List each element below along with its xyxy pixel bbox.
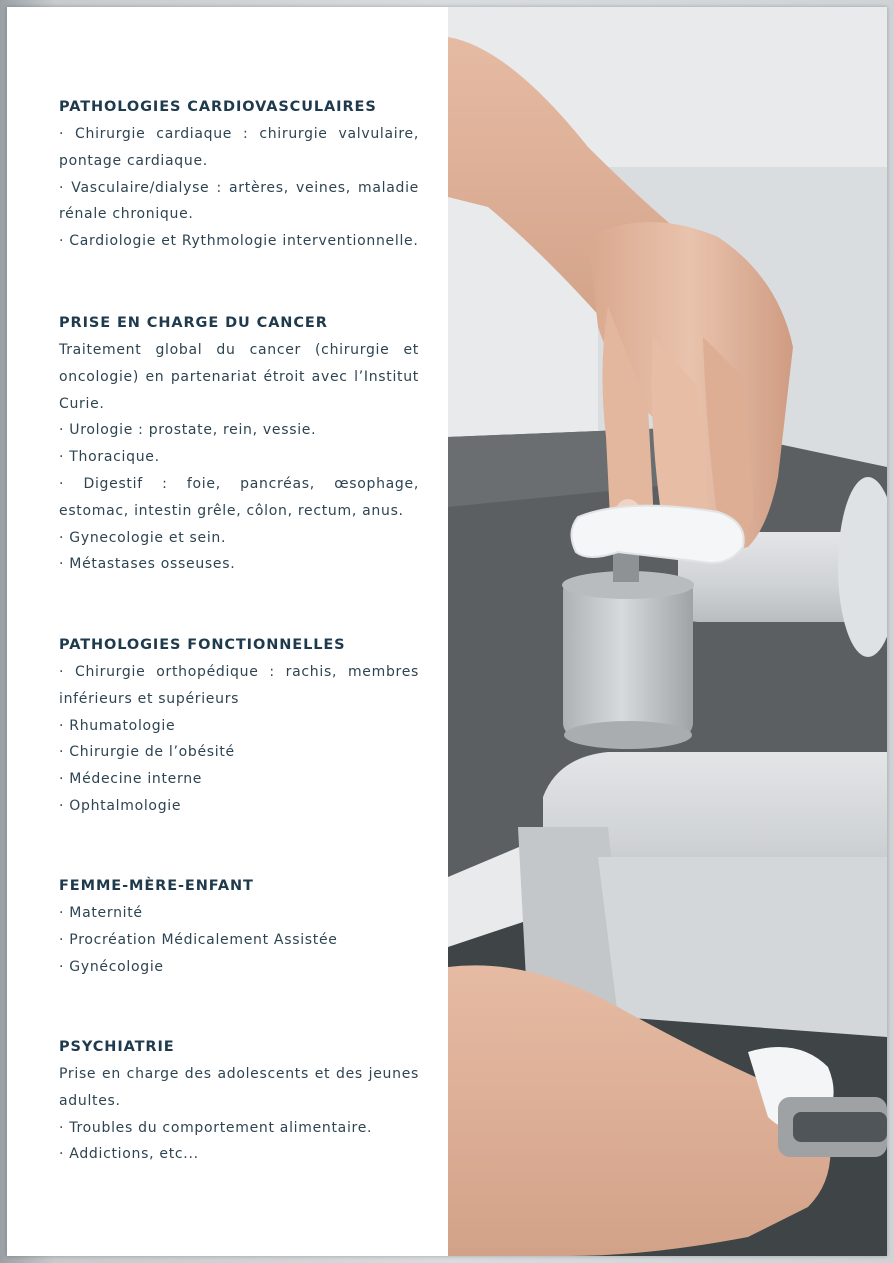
- list-item: · Digestif : foie, pancréas, œsophage, estomac, intestin grêle, côlon, rectum, anus.: [59, 475, 419, 519]
- section-heading: PATHOLOGIES CARDIOVASCULAIRES: [59, 99, 377, 115]
- list-item: · Procréation Médicalement Assistée: [59, 931, 338, 948]
- section-functional: [59, 635, 419, 820]
- list-item: · Métastases osseuses.: [59, 556, 236, 573]
- section-cancer: [59, 313, 419, 578]
- list-item: · Vasculaire/dialyse : artères, veines, maladie rénale chronique.: [59, 179, 419, 223]
- list-item: · Ophtalmologie: [59, 797, 182, 814]
- section-heading: PSYCHIATRIE: [59, 1039, 175, 1055]
- list-item: · Chirurgie cardiaque : chirurgie valvulaire, pontage cardiaque.: [59, 126, 419, 169]
- list-item: · Troubles du comportement alimentaire.: [59, 1119, 373, 1136]
- section-psychiatry: [59, 1037, 419, 1168]
- section-heading: PRISE EN CHARGE DU CANCER: [59, 315, 328, 331]
- specialties-column: [7, 7, 448, 1256]
- list-item: · Gynecologie et sein.: [59, 529, 227, 546]
- list-item: · Urologie : prostate, rein, vessie.: [59, 422, 317, 439]
- list-item: Prise en charge des adolescents et des jeunes adultes.: [59, 1066, 419, 1109]
- list-item: · Gynécologie: [59, 958, 164, 975]
- list-item: Traitement global du cancer (chirurgie et oncologie) en partenariat étroit avec l’Institut Curie.: [59, 342, 419, 412]
- list-item: · Cardiologie et Rythmologie interventionnelle.: [59, 233, 419, 250]
- list-item: · Chirurgie de l’obésité: [59, 744, 235, 761]
- section-heading: FEMME-MÈRE-ENFANT: [59, 878, 254, 894]
- list-item: · Maternité: [59, 905, 143, 921]
- list-item: · Chirurgie orthopédique : rachis, membres inférieurs et supérieurs: [59, 664, 419, 707]
- list-item: · Thoracique.: [59, 449, 160, 466]
- list-item: · Addictions, etc...: [59, 1146, 199, 1163]
- section-heading: PATHOLOGIES FONCTIONNELLES: [59, 637, 346, 653]
- brochure-page: [7, 7, 887, 1256]
- list-item: · Médecine interne: [59, 771, 203, 788]
- section-mother-child: [59, 876, 419, 980]
- list-item: · Rhumatologie: [59, 717, 176, 734]
- surgical-robot-hand-photo-icon: [448, 7, 887, 1256]
- section-cardiovascular: [59, 97, 419, 255]
- surgical-robot-photo: [448, 7, 887, 1256]
